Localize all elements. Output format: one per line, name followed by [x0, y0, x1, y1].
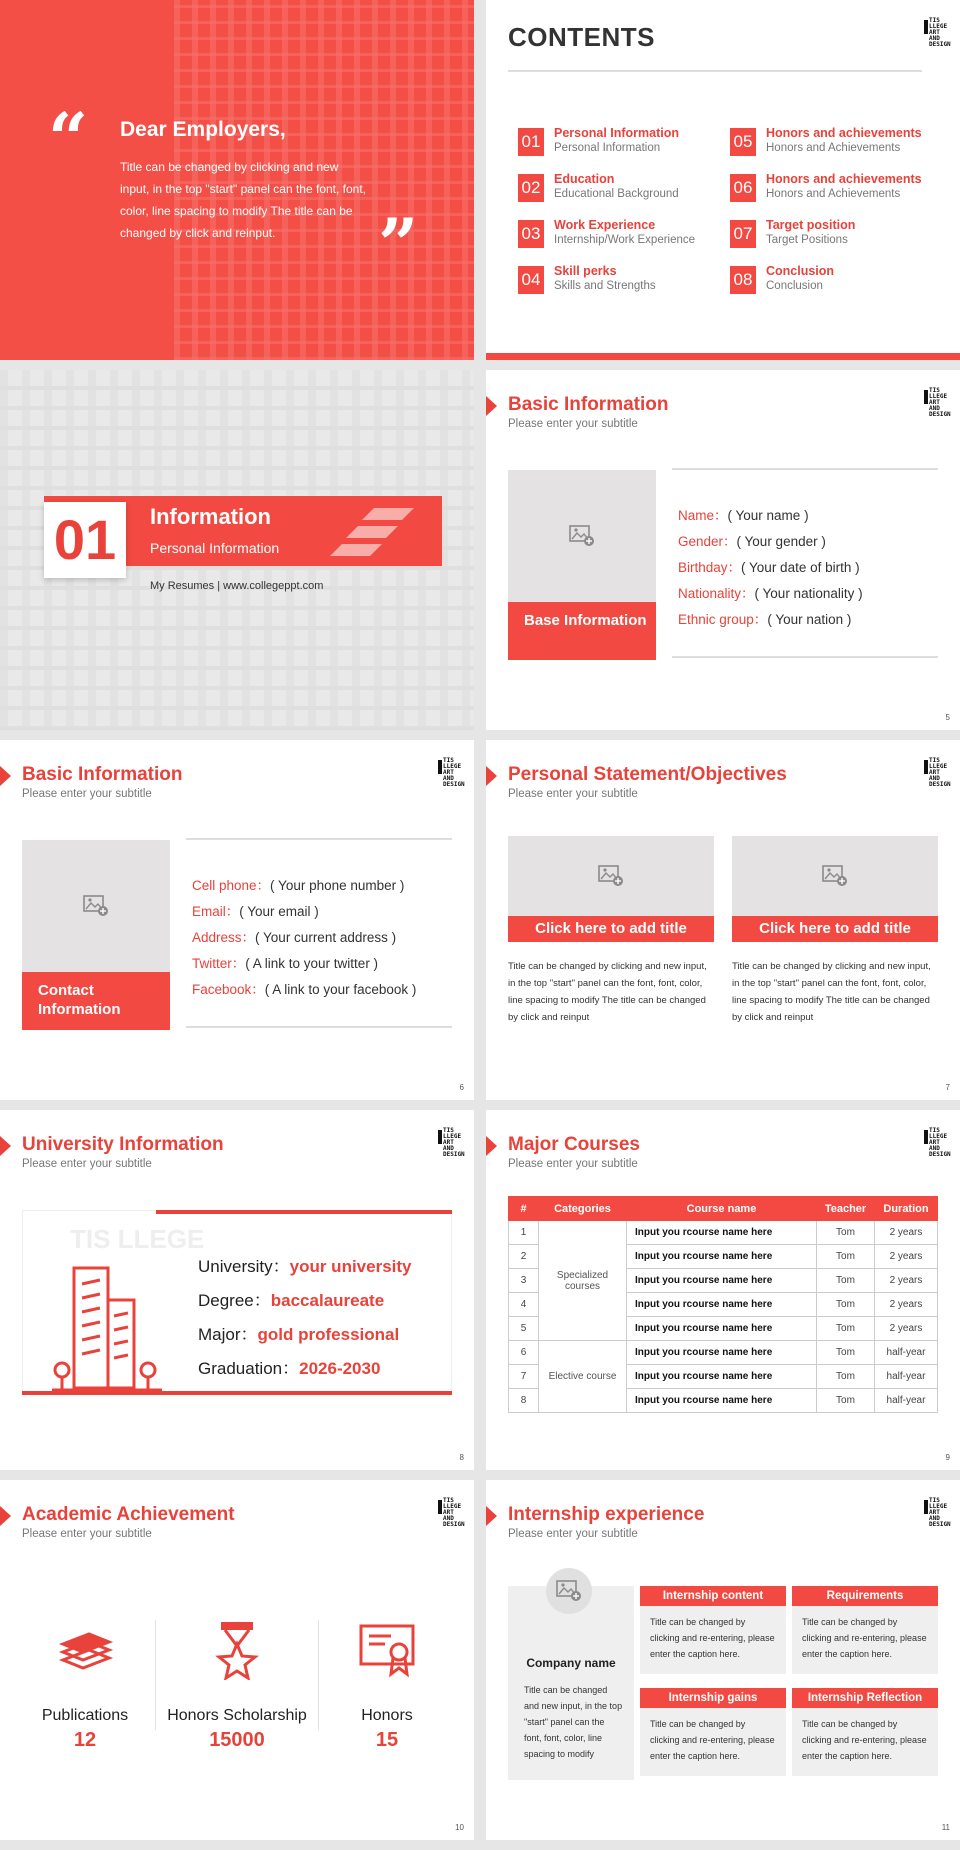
- photo-card[interactable]: [22, 840, 170, 1030]
- toc-item[interactable]: [730, 262, 940, 298]
- contents-title: CONTENTS: [508, 22, 655, 52]
- info-key: Facebook：: [192, 982, 265, 997]
- add-image-icon: [83, 895, 109, 917]
- toc-number: 06: [730, 174, 756, 202]
- toc-number: 05: [730, 128, 756, 156]
- achievement-honors: [312, 1620, 462, 1752]
- info-row: [678, 582, 863, 602]
- college-logo: TIS LLEGE ART AND DESIGN: [438, 1498, 460, 1528]
- teacher-cell: Tom: [817, 1269, 875, 1293]
- toc-number: 01: [518, 128, 544, 156]
- page-number: 8: [459, 1453, 464, 1462]
- info-value: ( Your name ): [727, 508, 809, 523]
- info-key: Email：: [192, 904, 240, 919]
- achievement-value: 12: [73, 1729, 97, 1751]
- toc-title: Honors and achievements: [766, 126, 922, 140]
- row-number: 2: [509, 1245, 539, 1269]
- toc-subtitle: Internship/Work Experience: [554, 234, 696, 246]
- card-header: Requirements: [792, 1586, 938, 1606]
- achievement-value: 15: [375, 1729, 399, 1751]
- card-title-button[interactable]: Click here to add title: [732, 916, 938, 942]
- table-row: [509, 1221, 938, 1245]
- header-arrow-icon: [486, 1506, 497, 1526]
- image-placeholder[interactable]: [508, 470, 656, 602]
- books-icon: [55, 1620, 115, 1680]
- row-value: 2026-2030: [299, 1359, 381, 1378]
- header-arrow-icon: [486, 1136, 497, 1156]
- card-body: Title can be changed by clicking and re-entering, please enter the caption here.: [802, 1719, 927, 1761]
- toc-subtitle: Target Positions: [766, 234, 848, 246]
- row-value: your university: [289, 1257, 412, 1276]
- info-value: ( Your gender ): [736, 534, 826, 549]
- duration-cell: 2 years: [875, 1221, 938, 1245]
- college-logo: TIS LLEGE ART AND DESIGN: [924, 388, 946, 418]
- course-name-cell: Input you rcourse name here: [627, 1269, 817, 1293]
- teacher-cell: Tom: [817, 1221, 875, 1245]
- internship-card: [792, 1586, 938, 1674]
- slide-academic-achievement[interactable]: [0, 1480, 474, 1840]
- toc-subtitle: Educational Background: [554, 188, 679, 200]
- info-value: ( Your phone number ): [270, 878, 405, 893]
- section-number: 01: [44, 502, 126, 578]
- page-number: 6: [459, 1083, 464, 1092]
- info-key: Gender：: [678, 534, 737, 549]
- achievement-value: 15000: [209, 1729, 265, 1751]
- slide-section[interactable]: [0, 370, 474, 730]
- course-name-cell: Input you rcourse name here: [627, 1365, 817, 1389]
- section-subtitle: Personal Information: [150, 540, 280, 556]
- separator: [155, 1620, 156, 1730]
- slide-personal-statement[interactable]: [486, 740, 960, 1100]
- info-row: [678, 608, 851, 628]
- achievement-label: Honors Scholarship: [167, 1707, 307, 1724]
- card-body: Title can be changed by clicking and re-entering, please enter the caption here.: [650, 1719, 775, 1761]
- page-number: 7: [945, 1083, 950, 1092]
- info-value: ( Your email ): [239, 904, 319, 919]
- college-logo: TIS LLEGE ART AND DESIGN: [924, 758, 946, 788]
- toc-item[interactable]: [518, 216, 728, 252]
- slide-major-courses[interactable]: [486, 1110, 960, 1470]
- duration-cell: half-year: [875, 1341, 938, 1365]
- teacher-cell: Tom: [817, 1341, 875, 1365]
- header-arrow-icon: [0, 766, 11, 786]
- info-key: Name：: [678, 508, 728, 523]
- course-name-cell: Input you rcourse name here: [627, 1389, 817, 1413]
- card-text: Title can be changed by clicking and new input, in the top "start" panel can the font, font, color, line spacing to modify The title can be changed by click and reinput: [508, 961, 707, 1023]
- university-row: [198, 1252, 412, 1277]
- college-logo: TIS LLEGE ART AND DESIGN: [924, 18, 946, 48]
- degree-row: [198, 1286, 384, 1311]
- duration-cell: 2 years: [875, 1317, 938, 1341]
- info-value: ( Your date of birth ): [741, 560, 860, 575]
- table-header-row: [509, 1197, 938, 1221]
- achievement-label: Honors: [361, 1707, 413, 1724]
- slide-subtitle: Please enter your subtitle: [508, 1158, 638, 1170]
- photo-caption: Contact Information: [22, 972, 170, 1030]
- slide-subtitle: Please enter your subtitle: [508, 1528, 638, 1540]
- info-key: Address：: [192, 930, 256, 945]
- company-name: Company name: [526, 1656, 616, 1670]
- table-row: [509, 1341, 938, 1365]
- photo-caption: Base Information: [508, 602, 656, 660]
- row-number: 1: [509, 1221, 539, 1245]
- toc-item[interactable]: [730, 216, 940, 252]
- category-cell: Specialized courses: [539, 1221, 627, 1341]
- card-header: Internship Reflection: [792, 1688, 938, 1708]
- column-header: Teacher: [817, 1197, 875, 1221]
- header-arrow-icon: [486, 766, 497, 786]
- toc-subtitle: Conclusion: [766, 280, 823, 292]
- header-arrow-icon: [486, 396, 497, 416]
- duration-cell: half-year: [875, 1389, 938, 1413]
- toc-number: 04: [518, 266, 544, 294]
- toc-item[interactable]: [518, 262, 728, 298]
- teacher-cell: Tom: [817, 1389, 875, 1413]
- course-name-cell: Input you rcourse name here: [627, 1341, 817, 1365]
- major-row: [198, 1320, 399, 1345]
- slide-subtitle: Please enter your subtitle: [508, 418, 638, 430]
- college-logo: TIS LLEGE ART AND DESIGN: [438, 758, 460, 788]
- page-number: 9: [945, 1453, 950, 1462]
- slide-title: Academic Achievement: [22, 1504, 235, 1525]
- page-number: 5: [945, 713, 950, 722]
- page-number: 11: [941, 1823, 950, 1832]
- column-header: #: [509, 1197, 539, 1221]
- image-placeholder[interactable]: [508, 836, 714, 916]
- image-placeholder[interactable]: [732, 836, 938, 916]
- internship-card: [792, 1688, 938, 1776]
- toc-subtitle: Honors and Achievements: [766, 188, 901, 200]
- row-key: Major：: [198, 1325, 258, 1344]
- achievement-publications: [10, 1620, 160, 1752]
- company-text: Title can be changed and new input, in the top "start" panel can the font, font, color, line spacing to modify: [524, 1685, 623, 1759]
- statement-card[interactable]: [508, 836, 714, 1026]
- course-name-cell: Input you rcourse name here: [627, 1293, 817, 1317]
- contents-divider: [508, 70, 922, 72]
- info-value: ( Your nation ): [767, 612, 852, 627]
- row-key: Degree：: [198, 1291, 271, 1310]
- toc-title: Skill perks: [554, 264, 617, 278]
- course-name-cell: Input you rcourse name here: [627, 1221, 817, 1245]
- graduation-row: [198, 1354, 380, 1379]
- slide-basic-information[interactable]: [486, 370, 960, 730]
- close-quote-icon: ”: [378, 203, 419, 286]
- header-arrow-icon: [0, 1136, 11, 1156]
- card-body: Title can be changed by clicking and re-entering, please enter the caption here.: [802, 1617, 927, 1659]
- info-value: ( A link to your facebook ): [264, 982, 417, 997]
- cover-body: Title can be changed by clicking and new input, in the top "start" panel can the font, font, color, line spacing to modify The title can be changed by click and reinput.: [120, 160, 367, 240]
- card-top-accent: [156, 1210, 452, 1214]
- college-logo: TIS LLEGE ART AND DESIGN: [438, 1128, 460, 1158]
- row-number: 3: [509, 1269, 539, 1293]
- slide-cover[interactable]: [0, 0, 474, 360]
- toc-subtitle: Personal Information: [554, 142, 661, 154]
- info-key: Twitter：: [192, 956, 246, 971]
- toc-title: Work Experience: [554, 218, 656, 232]
- info-row: [678, 504, 809, 524]
- toc-number: 07: [730, 220, 756, 248]
- college-logo: TIS LLEGE ART AND DESIGN: [924, 1498, 946, 1528]
- slide-subtitle: Please enter your subtitle: [22, 788, 152, 800]
- slide-title: Basic Information: [22, 764, 183, 785]
- slide-contents[interactable]: [486, 0, 960, 360]
- duration-cell: 2 years: [875, 1269, 938, 1293]
- cover-title: Dear Employers,: [120, 118, 286, 141]
- section-footer: My Resumes | www.collegeppt.com: [150, 580, 324, 592]
- info-key: Nationality：: [678, 586, 755, 601]
- slide-title: Personal Statement/Objectives: [508, 764, 787, 785]
- teacher-cell: Tom: [817, 1293, 875, 1317]
- statement-card[interactable]: [732, 836, 938, 1026]
- teacher-cell: Tom: [817, 1245, 875, 1269]
- company-card: [508, 1586, 634, 1780]
- slide-subtitle: Please enter your subtitle: [22, 1528, 152, 1540]
- add-image-icon: [598, 865, 624, 887]
- info-row: [192, 926, 396, 946]
- duration-cell: 2 years: [875, 1245, 938, 1269]
- card-header: Internship gains: [640, 1688, 786, 1708]
- add-image-icon: [569, 525, 595, 547]
- info-row: [678, 530, 826, 550]
- card-body: Title can be changed by clicking and re-entering, please enter the caption here.: [650, 1617, 775, 1659]
- duration-cell: 2 years: [875, 1293, 938, 1317]
- toc-number: 08: [730, 266, 756, 294]
- toc-item[interactable]: [730, 170, 940, 206]
- toc-title: Personal Information: [554, 126, 680, 140]
- photo-card[interactable]: [508, 470, 656, 660]
- toc-title: Conclusion: [766, 264, 835, 278]
- add-image-icon: [822, 865, 848, 887]
- duration-cell: half-year: [875, 1365, 938, 1389]
- slide-title: Basic Information: [508, 394, 669, 415]
- toc-title: Education: [554, 172, 615, 186]
- row-value: gold professional: [257, 1325, 400, 1344]
- info-row: [678, 556, 860, 576]
- logo-watermark: TIS LLEGE: [70, 1224, 205, 1254]
- row-number: 6: [509, 1341, 539, 1365]
- slide-subtitle: Please enter your subtitle: [22, 1158, 152, 1170]
- teacher-cell: Tom: [817, 1317, 875, 1341]
- info-row: [192, 952, 378, 972]
- info-list: [186, 838, 452, 1028]
- slide-contact-information[interactable]: [0, 740, 474, 1100]
- toc-item[interactable]: [518, 124, 728, 160]
- row-number: 4: [509, 1293, 539, 1317]
- info-row: [192, 978, 416, 998]
- teacher-cell: Tom: [817, 1365, 875, 1389]
- info-list: [672, 468, 938, 658]
- column-header: Duration: [875, 1197, 938, 1221]
- row-number: 7: [509, 1365, 539, 1389]
- section-title: Information: [150, 504, 271, 529]
- card-text: Title can be changed by clicking and new input, in the top "start" panel can the font, font, color, line spacing to modify The title can be changed by click and reinput: [732, 961, 931, 1023]
- slide-title: Internship experience: [508, 1504, 705, 1525]
- achievement-label: Publications: [41, 1707, 129, 1724]
- building-icon: [52, 1260, 172, 1392]
- toc-subtitle: Skills and Strengths: [554, 280, 656, 292]
- course-name-cell: Input you rcourse name here: [627, 1317, 817, 1341]
- image-placeholder[interactable]: [22, 840, 170, 972]
- college-logo: TIS LLEGE ART AND DESIGN: [924, 1128, 946, 1158]
- info-value: ( Your nationality ): [754, 586, 863, 601]
- certificate-icon: [357, 1620, 417, 1680]
- slide-internship-experience[interactable]: [486, 1480, 960, 1840]
- row-number: 5: [509, 1317, 539, 1341]
- slide-university-information[interactable]: [0, 1110, 474, 1470]
- toc-title: Honors and achievements: [766, 172, 922, 186]
- slide-subtitle: Please enter your subtitle: [508, 788, 638, 800]
- slide-title: Major Courses: [508, 1134, 640, 1155]
- card-title-button[interactable]: Click here to add title: [508, 916, 714, 942]
- row-value: baccalaureate: [270, 1291, 385, 1310]
- column-header: Categories: [539, 1197, 627, 1221]
- open-quote-icon: “: [48, 97, 89, 180]
- header-arrow-icon: [0, 1506, 11, 1526]
- row-key: Graduation：: [198, 1359, 300, 1378]
- courses-table: [508, 1196, 938, 1413]
- info-value: ( A link to your twitter ): [245, 956, 379, 971]
- toc-item[interactable]: [730, 124, 940, 160]
- company-logo-placeholder[interactable]: [546, 1568, 592, 1614]
- toc-number: 03: [518, 220, 544, 248]
- toc-subtitle: Honors and Achievements: [766, 142, 901, 154]
- internship-card: [640, 1688, 786, 1776]
- toc-number: 02: [518, 174, 544, 202]
- page-number: 10: [455, 1823, 464, 1832]
- internship-card: [640, 1586, 786, 1674]
- add-image-icon: [556, 1580, 582, 1602]
- column-header: Course name: [627, 1197, 817, 1221]
- toc-title: Target position: [766, 218, 856, 232]
- row-key: University：: [198, 1257, 290, 1276]
- info-value: ( Your current address ): [255, 930, 397, 945]
- category-cell: Elective course: [539, 1341, 627, 1413]
- toc-item[interactable]: [518, 170, 728, 206]
- medal-icon: [207, 1620, 267, 1680]
- slide-title: University Information: [22, 1134, 224, 1155]
- info-row: [192, 900, 319, 920]
- achievement-scholarship: [162, 1620, 312, 1752]
- info-key: Birthday：: [678, 560, 742, 575]
- course-name-cell: Input you rcourse name here: [627, 1245, 817, 1269]
- info-row: [192, 874, 404, 894]
- info-key: Cell phone：: [192, 878, 271, 893]
- contents-bottom-bar: [486, 353, 960, 360]
- card-header: Internship content: [640, 1586, 786, 1606]
- info-key: Ethnic group：: [678, 612, 768, 627]
- row-number: 8: [509, 1389, 539, 1413]
